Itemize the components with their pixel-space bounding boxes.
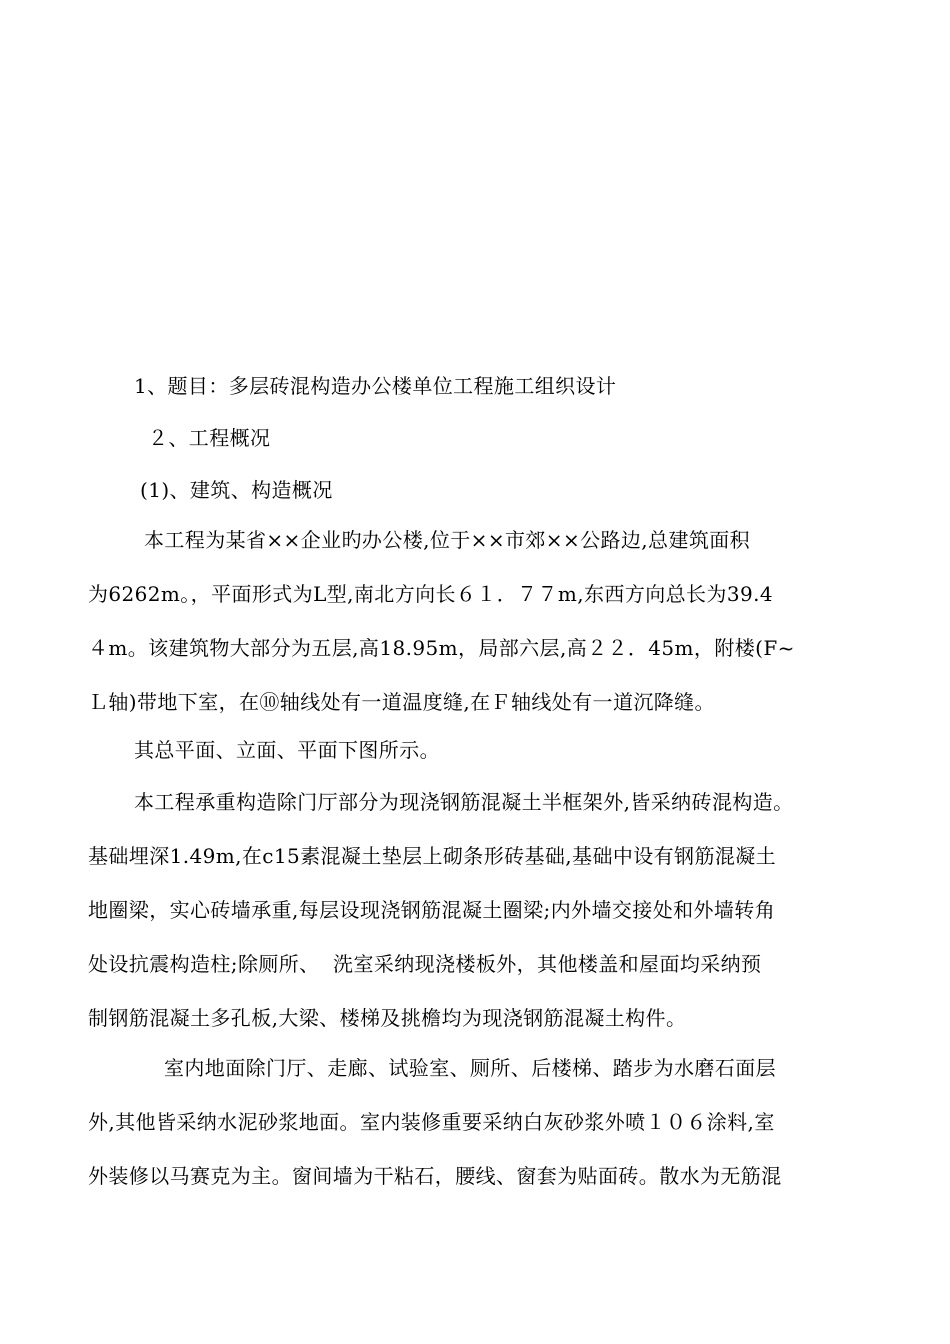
paragraph-line: 为6262m。，平面形式为L型,南北方向长６１．７７m,东西方向总长为39.4: [88, 582, 773, 606]
heading-building-structure: (1)、建筑、构造概况: [140, 478, 333, 502]
paragraph-line: 外,其他皆采纳水泥砂浆地面。室内装修重要采纳白灰砂浆外喷１０６涂料,室: [88, 1110, 775, 1134]
paragraph-line: 制钢筋混凝土多孔板,大梁、楼梯及挑檐均为现浇钢筋混凝土构件。: [88, 1006, 687, 1030]
heading-title: 1、题目：多层砖混构造办公楼单位工程施工组织设计: [134, 374, 617, 398]
paragraph-line: 室内地面除门厅、走廊、试验室、厕所、后楼梯、踏步为水磨石面层: [164, 1056, 776, 1080]
paragraph-line: Ｌ轴)带地下室，在⑩轴线处有一道温度缝,在Ｆ轴线处有一道沉降缝。: [88, 690, 715, 714]
paragraph-line: 其总平面、立面、平面下图所示。: [134, 738, 440, 762]
paragraph-line: 本工程为某省××企业旳办公楼,位于××市郊××公路边,总建筑面积: [144, 528, 751, 552]
paragraph-line: 地圈梁，实心砖墙承重,每层设现浇钢筋混凝土圈梁;内外墙交接处和外墙转角: [88, 898, 776, 922]
paragraph-line: 基础埋深1.49m,在c15素混凝土垫层上砌条形砖基础,基础中设有钢筋混凝土: [88, 844, 777, 868]
paragraph-line: 处设抗震构造柱;除厕所、 洗室采纳现浇楼板外，其他楼盖和屋面均采纳预: [88, 952, 762, 976]
heading-project-overview: ２、工程概况: [148, 426, 271, 450]
paragraph-line: ４m。该建筑物大部分为五层,高18.95m，局部六层,高２２．45m，附楼(F~: [88, 636, 795, 660]
paragraph-line: 外装修以马赛克为主。窗间墙为干粘石，腰线、窗套为贴面砖。散水为无筋混: [88, 1164, 782, 1188]
paragraph-line: 本工程承重构造除门厅部分为现浇钢筋混凝土半框架外,皆采纳砖混构造。: [134, 790, 794, 814]
